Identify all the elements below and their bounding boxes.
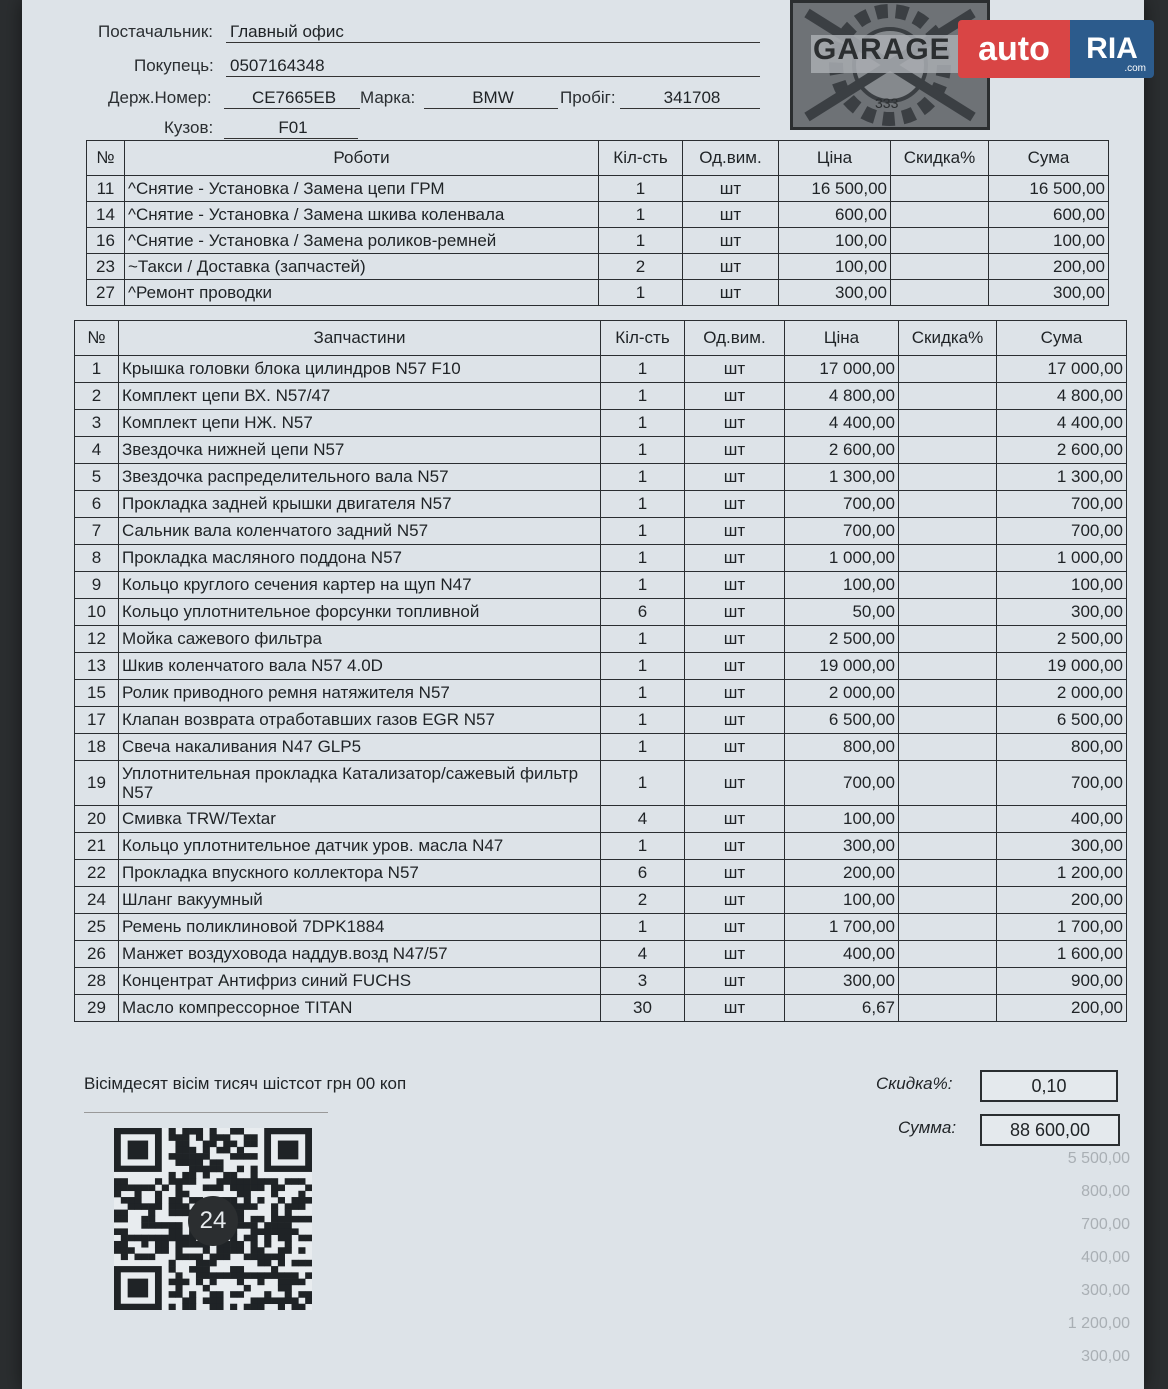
parts-row [75, 806, 1127, 833]
parts-cell-price: 400,00 [785, 941, 899, 968]
parts-cell-qty: 30 [601, 995, 685, 1022]
parts-header-discount: Скидка% [899, 321, 997, 356]
parts-cell-num: 13 [75, 653, 119, 680]
works-cell-sum: 600,00 [989, 202, 1109, 228]
parts-cell-sum: 6 500,00 [997, 707, 1127, 734]
parts-cell-unit: шт [685, 410, 785, 437]
parts-cell-price: 1 000,00 [785, 545, 899, 572]
parts-cell-num: 22 [75, 860, 119, 887]
amount-in-words: Вісімдесят вісім тисяч шістсот грн 00 коп [84, 1074, 407, 1093]
parts-row [75, 518, 1127, 545]
parts-cell-num: 4 [75, 437, 119, 464]
parts-cell-name: Ремень поликлиновой 7DPK1884 [119, 914, 601, 941]
parts-cell-price: 4 400,00 [785, 410, 899, 437]
works-cell-num: 27 [87, 280, 125, 306]
parts-cell-price: 4 800,00 [785, 383, 899, 410]
works-cell-num: 23 [87, 254, 125, 280]
parts-cell-discount [899, 518, 997, 545]
vehicle-row [108, 88, 768, 112]
parts-cell-name: Смивка TRW/Textar [119, 806, 601, 833]
parts-cell-unit: шт [685, 707, 785, 734]
works-cell-sum: 16 500,00 [989, 176, 1109, 202]
discount-value: 0,10 [980, 1070, 1118, 1102]
works-header-name: Роботи [125, 141, 599, 176]
garage-logo-text: GARAGE [813, 33, 951, 66]
ghost-value: 800,00 [1081, 1183, 1130, 1200]
parts-cell-unit: шт [685, 995, 785, 1022]
parts-cell-name: Прокладка задней крышки двигателя N57 [119, 491, 601, 518]
supplier-row [98, 22, 344, 42]
parts-cell-name: Кольцо уплотнительное форсунки топливной [119, 599, 601, 626]
works-cell-discount [891, 202, 989, 228]
parts-row [75, 437, 1127, 464]
parts-cell-unit: шт [685, 734, 785, 761]
parts-cell-num: 10 [75, 599, 119, 626]
parts-header-num: № [75, 321, 119, 356]
parts-header-sum: Сума [997, 321, 1127, 356]
supplier-value: Главный офис [226, 22, 760, 43]
garage-logo-number: 333 [875, 95, 899, 111]
parts-cell-discount [899, 464, 997, 491]
parts-cell-sum: 1 700,00 [997, 914, 1127, 941]
parts-row [75, 410, 1127, 437]
parts-row [75, 626, 1127, 653]
parts-cell-qty: 1 [601, 545, 685, 572]
parts-cell-qty: 6 [601, 599, 685, 626]
parts-cell-sum: 300,00 [997, 833, 1127, 860]
parts-cell-name: Звездочка распределительного вала N57 [119, 464, 601, 491]
parts-cell-num: 8 [75, 545, 119, 572]
parts-cell-sum: 700,00 [997, 491, 1127, 518]
parts-cell-discount [899, 626, 997, 653]
works-header-num: № [87, 141, 125, 176]
works-cell-name: ^Ремонт проводки [125, 280, 599, 306]
qr-code [114, 1128, 312, 1310]
parts-cell-qty: 1 [601, 491, 685, 518]
buyer-value: 0507164348 [226, 56, 760, 77]
parts-cell-name: Манжет воздуховода наддув.возд N47/57 [119, 941, 601, 968]
parts-cell-unit: шт [685, 518, 785, 545]
parts-cell-price: 700,00 [785, 761, 899, 806]
parts-cell-sum: 700,00 [997, 761, 1127, 806]
parts-row [75, 860, 1127, 887]
parts-cell-price: 2 000,00 [785, 680, 899, 707]
works-cell-unit: шт [683, 254, 779, 280]
parts-cell-name: Комплект цепи НЖ. N57 [119, 410, 601, 437]
works-cell-discount [891, 176, 989, 202]
parts-row [75, 491, 1127, 518]
parts-cell-qty: 1 [601, 356, 685, 383]
parts-cell-sum: 400,00 [997, 806, 1127, 833]
autoria-suffix: .com [1124, 63, 1146, 74]
parts-cell-num: 28 [75, 968, 119, 995]
parts-cell-qty: 1 [601, 653, 685, 680]
parts-cell-discount [899, 941, 997, 968]
parts-cell-sum: 4 400,00 [997, 410, 1127, 437]
parts-cell-sum: 100,00 [997, 572, 1127, 599]
works-cell-sum: 200,00 [989, 254, 1109, 280]
body-row [164, 118, 308, 138]
parts-cell-unit: шт [685, 356, 785, 383]
parts-cell-price: 6,67 [785, 995, 899, 1022]
parts-cell-discount [899, 383, 997, 410]
parts-cell-num: 19 [75, 761, 119, 806]
ghost-value: 5 500,00 [1067, 1150, 1130, 1167]
parts-cell-name: Свеча накаливания N47 GLP5 [119, 734, 601, 761]
parts-cell-price: 800,00 [785, 734, 899, 761]
parts-cell-unit: шт [685, 860, 785, 887]
works-cell-num: 16 [87, 228, 125, 254]
ghost-value: 300,00 [1081, 1282, 1130, 1299]
autoria-part1: auto [958, 20, 1070, 78]
works-cell-num: 14 [87, 202, 125, 228]
works-row [87, 254, 1109, 280]
parts-cell-name: Масло компрессорное TITAN [119, 995, 601, 1022]
works-row [87, 176, 1109, 202]
parts-cell-unit: шт [685, 914, 785, 941]
works-cell-sum: 100,00 [989, 228, 1109, 254]
works-row [87, 228, 1109, 254]
works-cell-price: 16 500,00 [779, 176, 891, 202]
works-header-price: Ціна [779, 141, 891, 176]
parts-cell-price: 300,00 [785, 833, 899, 860]
parts-row [75, 707, 1127, 734]
parts-cell-qty: 1 [601, 464, 685, 491]
parts-cell-qty: 4 [601, 941, 685, 968]
works-cell-price: 100,00 [779, 254, 891, 280]
parts-cell-discount [899, 761, 997, 806]
parts-cell-num: 12 [75, 626, 119, 653]
parts-cell-num: 21 [75, 833, 119, 860]
parts-cell-discount [899, 680, 997, 707]
parts-row [75, 653, 1127, 680]
works-cell-unit: шт [683, 202, 779, 228]
parts-cell-qty: 1 [601, 680, 685, 707]
ghost-value: 400,00 [1081, 1249, 1130, 1266]
parts-cell-discount [899, 410, 997, 437]
parts-header-unit: Од.вим. [685, 321, 785, 356]
parts-row [75, 914, 1127, 941]
parts-row [75, 761, 1127, 806]
discount-label: Скидка%: [876, 1074, 953, 1093]
parts-cell-unit: шт [685, 653, 785, 680]
parts-cell-sum: 1 200,00 [997, 860, 1127, 887]
parts-cell-unit: шт [685, 491, 785, 518]
parts-cell-price: 100,00 [785, 887, 899, 914]
parts-cell-num: 18 [75, 734, 119, 761]
works-cell-qty: 1 [599, 176, 683, 202]
parts-cell-name: Шкив коленчатого вала N57 4.0D [119, 653, 601, 680]
parts-cell-price: 700,00 [785, 491, 899, 518]
parts-row [75, 545, 1127, 572]
parts-cell-price: 17 000,00 [785, 356, 899, 383]
parts-cell-name: Ролик приводного ремня натяжителя N57 [119, 680, 601, 707]
parts-row [75, 734, 1127, 761]
works-cell-num: 11 [87, 176, 125, 202]
parts-cell-qty: 1 [601, 626, 685, 653]
works-cell-price: 300,00 [779, 280, 891, 306]
works-cell-discount [891, 280, 989, 306]
parts-cell-unit: шт [685, 599, 785, 626]
parts-row [75, 356, 1127, 383]
parts-cell-price: 19 000,00 [785, 653, 899, 680]
parts-cell-qty: 1 [601, 572, 685, 599]
parts-cell-unit: шт [685, 464, 785, 491]
parts-cell-name: Мойка сажевого фильтра [119, 626, 601, 653]
parts-cell-sum: 2 000,00 [997, 680, 1127, 707]
parts-cell-unit: шт [685, 941, 785, 968]
works-cell-discount [891, 228, 989, 254]
parts-cell-discount [899, 806, 997, 833]
parts-cell-sum: 900,00 [997, 968, 1127, 995]
parts-cell-num: 6 [75, 491, 119, 518]
parts-cell-unit: шт [685, 680, 785, 707]
parts-cell-qty: 1 [601, 833, 685, 860]
parts-cell-qty: 6 [601, 860, 685, 887]
parts-cell-price: 300,00 [785, 968, 899, 995]
parts-cell-discount [899, 599, 997, 626]
parts-cell-discount [899, 437, 997, 464]
works-cell-name: ~Такси / Доставка (запчастей) [125, 254, 599, 280]
parts-cell-qty: 1 [601, 707, 685, 734]
parts-row [75, 680, 1127, 707]
parts-table [74, 320, 1127, 1022]
plate-value: CE7665EB [224, 88, 360, 109]
parts-cell-name: Кольцо уплотнительное датчик уров. масла N47 [119, 833, 601, 860]
words-underline [84, 1112, 328, 1113]
parts-cell-unit: шт [685, 887, 785, 914]
works-row [87, 202, 1109, 228]
works-cell-discount [891, 254, 989, 280]
parts-cell-price: 200,00 [785, 860, 899, 887]
works-header-row [87, 141, 1109, 176]
parts-cell-qty: 3 [601, 968, 685, 995]
parts-cell-price: 700,00 [785, 518, 899, 545]
works-cell-qty: 1 [599, 280, 683, 306]
autoria-part2 [1070, 20, 1154, 78]
parts-cell-qty: 1 [601, 734, 685, 761]
parts-header-row [75, 321, 1127, 356]
works-cell-unit: шт [683, 176, 779, 202]
brand-value: BMW [424, 88, 558, 109]
parts-cell-price: 100,00 [785, 806, 899, 833]
parts-cell-num: 29 [75, 995, 119, 1022]
works-cell-qty: 2 [599, 254, 683, 280]
parts-cell-unit: шт [685, 545, 785, 572]
works-header-discount: Скидка% [891, 141, 989, 176]
parts-cell-price: 1 700,00 [785, 914, 899, 941]
parts-cell-unit: шт [685, 437, 785, 464]
parts-cell-unit: шт [685, 833, 785, 860]
supplier-label: Постачальник: [98, 22, 213, 41]
parts-cell-name: Прокладка масляного поддона N57 [119, 545, 601, 572]
works-cell-price: 600,00 [779, 202, 891, 228]
parts-cell-name: Уплотнительная прокладка Катализатор/сажевый фильтр N57 [119, 761, 601, 806]
parts-row [75, 383, 1127, 410]
autoria-watermark [958, 20, 1154, 78]
parts-cell-sum: 2 600,00 [997, 437, 1127, 464]
parts-row [75, 464, 1127, 491]
parts-cell-num: 26 [75, 941, 119, 968]
parts-cell-discount [899, 887, 997, 914]
ghost-value: 1 200,00 [1067, 1315, 1130, 1332]
parts-row [75, 572, 1127, 599]
parts-cell-name: Прокладка впускного коллектора N57 [119, 860, 601, 887]
buyer-label: Покупець: [134, 56, 214, 75]
parts-cell-name: Клапан возврата отработавших газов EGR N57 [119, 707, 601, 734]
parts-cell-name: Комплект цепи ВХ. N57/47 [119, 383, 601, 410]
parts-cell-discount [899, 707, 997, 734]
mileage-label: Пробіг: [560, 88, 616, 107]
parts-cell-discount [899, 833, 997, 860]
parts-row [75, 599, 1127, 626]
parts-cell-qty: 1 [601, 914, 685, 941]
parts-cell-unit: шт [685, 806, 785, 833]
parts-cell-sum: 700,00 [997, 518, 1127, 545]
parts-cell-unit: шт [685, 626, 785, 653]
works-cell-unit: шт [683, 228, 779, 254]
works-row [87, 280, 1109, 306]
parts-cell-price: 2 500,00 [785, 626, 899, 653]
parts-cell-discount [899, 860, 997, 887]
parts-cell-num: 1 [75, 356, 119, 383]
parts-cell-qty: 2 [601, 887, 685, 914]
parts-cell-num: 25 [75, 914, 119, 941]
works-header-qty: Кіл-сть [599, 141, 683, 176]
parts-cell-qty: 1 [601, 383, 685, 410]
parts-cell-price: 6 500,00 [785, 707, 899, 734]
parts-cell-qty: 1 [601, 518, 685, 545]
brand-label: Марка: [360, 88, 416, 107]
parts-cell-num: 24 [75, 887, 119, 914]
parts-cell-discount [899, 356, 997, 383]
works-table [86, 140, 1109, 306]
ghost-value: 300,00 [1081, 1348, 1130, 1365]
parts-header-price: Ціна [785, 321, 899, 356]
parts-cell-sum: 2 500,00 [997, 626, 1127, 653]
parts-cell-sum: 1 600,00 [997, 941, 1127, 968]
parts-cell-qty: 1 [601, 437, 685, 464]
sum-label: Сумма: [898, 1118, 957, 1137]
parts-header-qty: Кіл-сть [601, 321, 685, 356]
parts-cell-price: 1 300,00 [785, 464, 899, 491]
parts-cell-discount [899, 734, 997, 761]
parts-cell-discount [899, 545, 997, 572]
parts-cell-price: 50,00 [785, 599, 899, 626]
parts-cell-num: 5 [75, 464, 119, 491]
parts-cell-num: 15 [75, 680, 119, 707]
parts-cell-name: Концентрат Антифриз синий FUCHS [119, 968, 601, 995]
mileage-value: 341708 [620, 88, 760, 109]
parts-cell-discount [899, 968, 997, 995]
parts-cell-sum: 300,00 [997, 599, 1127, 626]
body-value: F01 [224, 118, 358, 139]
parts-cell-num: 17 [75, 707, 119, 734]
parts-cell-name: Крышка головки блока цилиндров N57 F10 [119, 356, 601, 383]
parts-cell-sum: 1 000,00 [997, 545, 1127, 572]
parts-cell-num: 20 [75, 806, 119, 833]
parts-cell-price: 100,00 [785, 572, 899, 599]
body-label: Кузов: [164, 118, 214, 137]
parts-cell-sum: 1 300,00 [997, 464, 1127, 491]
works-header-sum: Сума [989, 141, 1109, 176]
parts-row [75, 887, 1127, 914]
parts-cell-discount [899, 491, 997, 518]
parts-cell-unit: шт [685, 761, 785, 806]
parts-cell-unit: шт [685, 383, 785, 410]
qr-badge: 24 [188, 1196, 238, 1246]
parts-row [75, 833, 1127, 860]
parts-cell-discount [899, 914, 997, 941]
works-cell-name: ^Снятие - Установка / Замена шкива коленвала [125, 202, 599, 228]
works-cell-unit: шт [683, 280, 779, 306]
parts-cell-num: 2 [75, 383, 119, 410]
works-cell-name: ^Снятие - Установка / Замена цепи ГРМ [125, 176, 599, 202]
works-header-unit: Од.вим. [683, 141, 779, 176]
works-cell-qty: 1 [599, 228, 683, 254]
parts-cell-discount [899, 995, 997, 1022]
parts-cell-unit: шт [685, 572, 785, 599]
works-cell-name: ^Снятие - Установка / Замена роликов-ремней [125, 228, 599, 254]
parts-cell-sum: 200,00 [997, 887, 1127, 914]
parts-cell-name: Кольцо круглого сечения картер на щуп N47 [119, 572, 601, 599]
autoria-ria: RIA [1086, 32, 1138, 65]
parts-cell-sum: 800,00 [997, 734, 1127, 761]
parts-cell-name: Звездочка нижней цепи N57 [119, 437, 601, 464]
parts-cell-num: 3 [75, 410, 119, 437]
works-cell-qty: 1 [599, 202, 683, 228]
parts-row [75, 968, 1127, 995]
parts-cell-qty: 1 [601, 410, 685, 437]
parts-cell-name: Сальник вала коленчатого задний N57 [119, 518, 601, 545]
parts-cell-qty: 1 [601, 761, 685, 806]
parts-cell-sum: 4 800,00 [997, 383, 1127, 410]
parts-cell-sum: 19 000,00 [997, 653, 1127, 680]
parts-cell-num: 9 [75, 572, 119, 599]
parts-cell-num: 7 [75, 518, 119, 545]
parts-row [75, 941, 1127, 968]
parts-cell-sum: 200,00 [997, 995, 1127, 1022]
ghost-value: 700,00 [1081, 1216, 1130, 1233]
parts-cell-sum: 17 000,00 [997, 356, 1127, 383]
sum-value: 88 600,00 [980, 1114, 1120, 1146]
parts-cell-discount [899, 572, 997, 599]
works-cell-price: 100,00 [779, 228, 891, 254]
parts-row [75, 995, 1127, 1022]
works-cell-sum: 300,00 [989, 280, 1109, 306]
parts-header-name: Запчастини [119, 321, 601, 356]
parts-cell-unit: шт [685, 968, 785, 995]
parts-cell-price: 2 600,00 [785, 437, 899, 464]
parts-cell-name: Шланг вакуумный [119, 887, 601, 914]
buyer-row [134, 56, 325, 76]
plate-label: Держ.Номер: [108, 88, 212, 107]
parts-cell-discount [899, 653, 997, 680]
parts-cell-qty: 4 [601, 806, 685, 833]
